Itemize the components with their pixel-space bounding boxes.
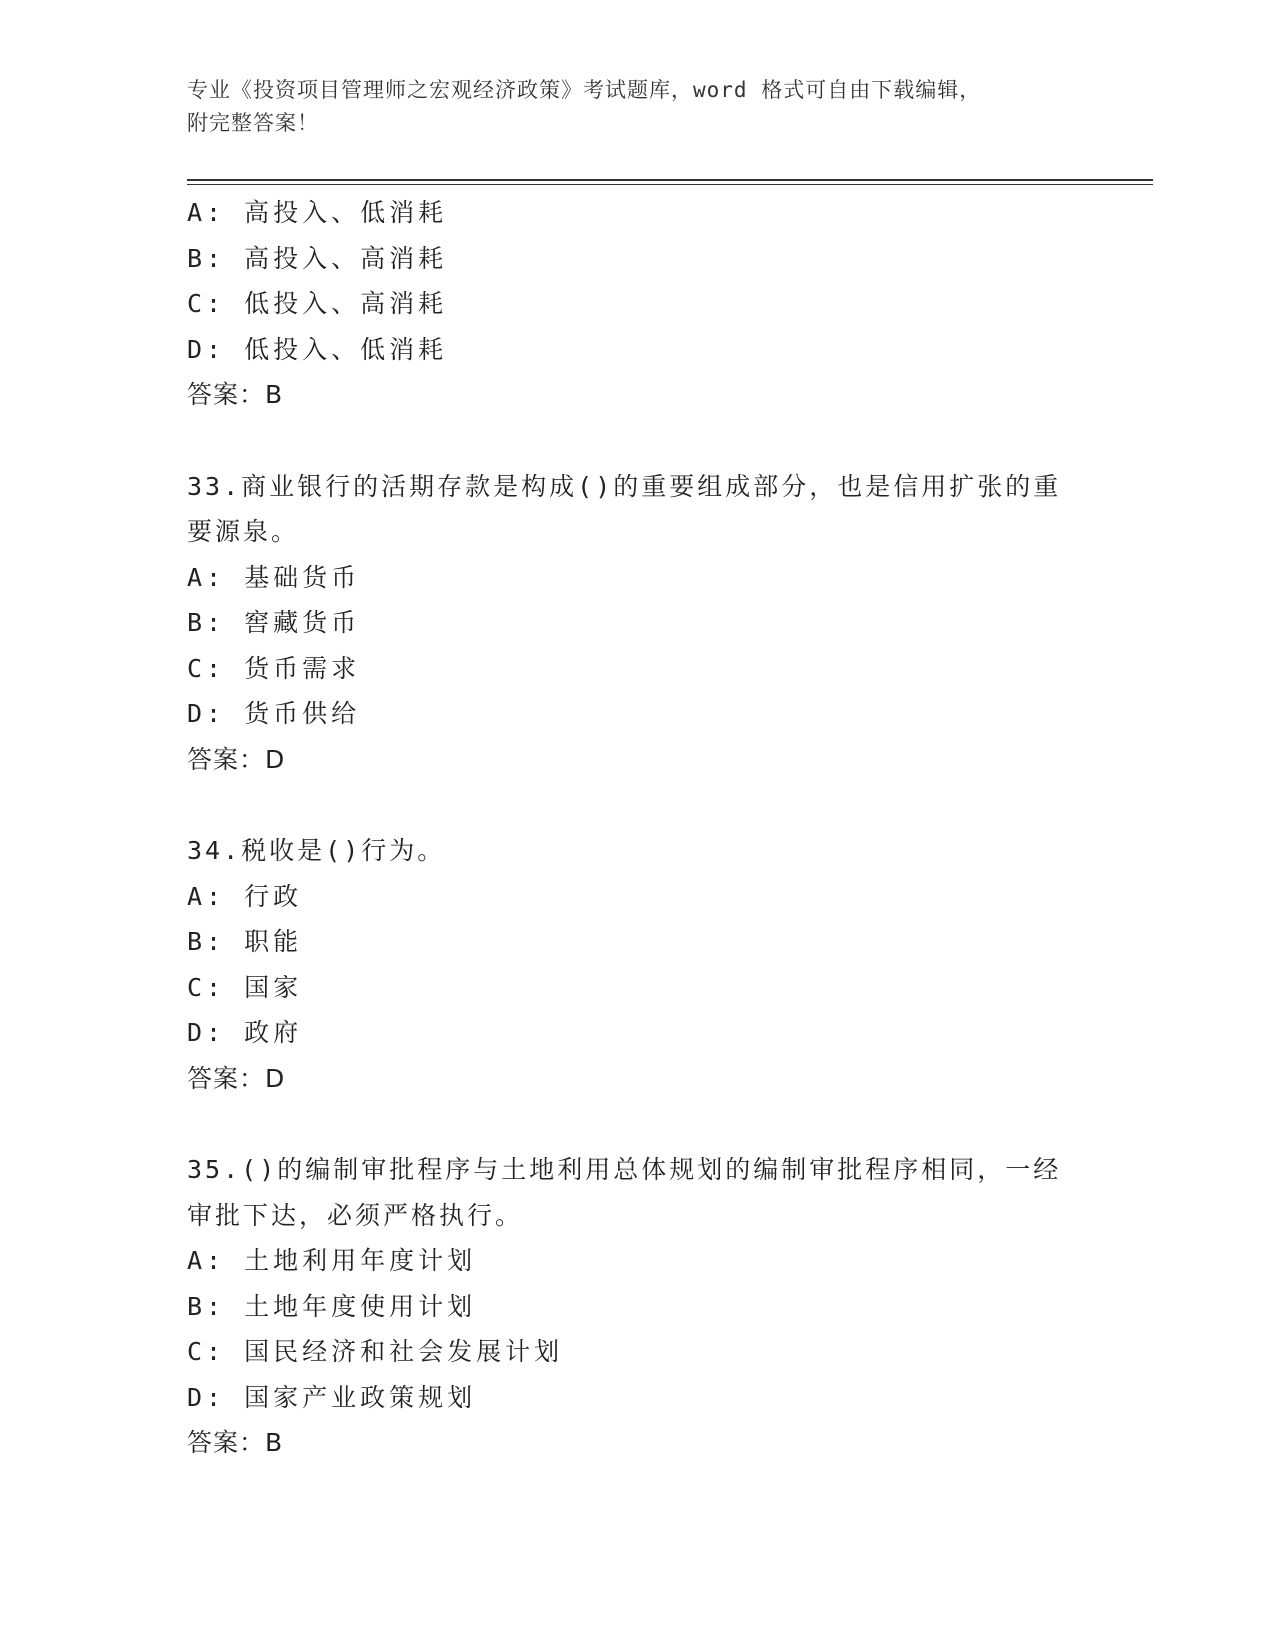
header-line-1: 专业《投资项目管理师之宏观经济政策》考试题库，word 格式可自由下载编辑， bbox=[187, 78, 982, 102]
option-b: B: 高投入、高消耗 bbox=[187, 243, 448, 273]
option-b: B: 窖藏货币 bbox=[187, 608, 361, 637]
option-d: D: 货币供给 bbox=[187, 699, 361, 728]
option-a: A: 土地利用年度计划 bbox=[187, 1246, 477, 1275]
spacer bbox=[187, 782, 1087, 828]
option-c: C: 低投入、高消耗 bbox=[187, 289, 448, 318]
question-text-line-2: 审批下达，必须严格执行。 bbox=[187, 1200, 524, 1230]
option-d: D: 政府 bbox=[187, 1018, 303, 1047]
option-a: A: 基础货币 bbox=[187, 562, 361, 592]
option-b: B: 职能 bbox=[187, 927, 303, 956]
question-text-line-2: 要源泉。 bbox=[187, 517, 300, 546]
spacer bbox=[187, 418, 1087, 464]
option-a: A: 行政 bbox=[187, 881, 303, 911]
option-d: D: 低投入、低消耗 bbox=[187, 334, 448, 364]
answer: 答案：B bbox=[187, 380, 284, 409]
option-a: A: 高投入、低消耗 bbox=[187, 198, 448, 227]
question-33 bbox=[187, 464, 1087, 783]
answer: 答案：D bbox=[187, 1063, 286, 1093]
header-line-2: 附完整答案！ bbox=[187, 111, 319, 135]
question-list bbox=[187, 190, 1087, 1466]
document-header bbox=[187, 74, 1067, 140]
question-text-line-1: 35.()的编制审批程序与土地利用总体规划的编制审批程序相同，一经 bbox=[187, 1155, 1062, 1184]
question-32 bbox=[187, 190, 1087, 418]
spacer bbox=[187, 1101, 1087, 1147]
question-text-line-1: 33.商业银行的活期存款是构成()的重要组成部分，也是信用扩张的重 bbox=[187, 471, 1062, 501]
answer: 答案：D bbox=[187, 744, 286, 774]
header-divider-thin bbox=[187, 184, 1153, 185]
answer: 答案：B bbox=[187, 1428, 284, 1457]
question-34 bbox=[187, 828, 1087, 1101]
option-b: B: 土地年度使用计划 bbox=[187, 1291, 477, 1321]
option-c: C: 国民经济和社会发展计划 bbox=[187, 1337, 564, 1366]
question-35 bbox=[187, 1147, 1087, 1466]
option-c: C: 国家 bbox=[187, 972, 303, 1002]
header-divider-thick bbox=[187, 179, 1153, 181]
question-text-line-1: 34.税收是()行为。 bbox=[187, 836, 446, 865]
option-d: D: 国家产业政策规划 bbox=[187, 1382, 477, 1412]
option-c: C: 货币需求 bbox=[187, 653, 361, 683]
